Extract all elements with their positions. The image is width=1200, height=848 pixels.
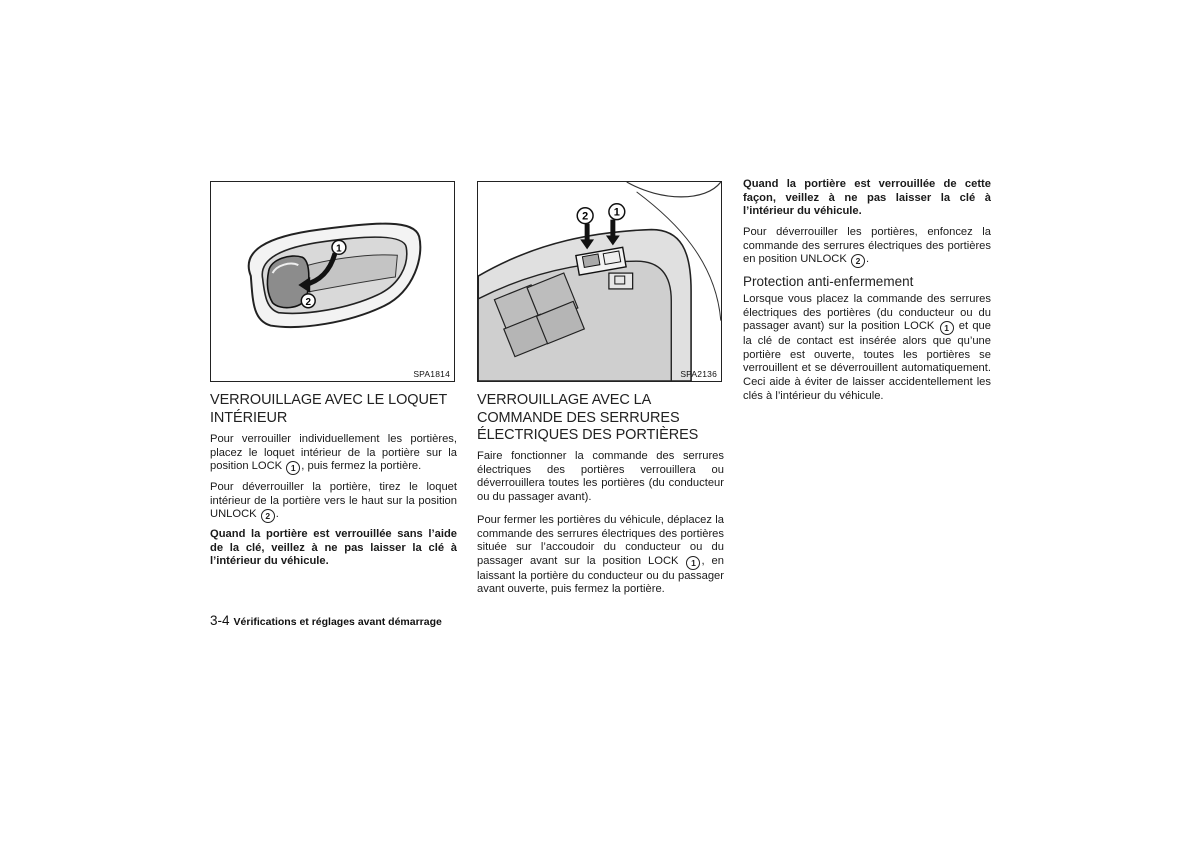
paragraph: Pour déverrouiller la portière, tirez le loquet intérieur de la portière vers le haut sur la position UNLOCK 2 . (210, 481, 457, 522)
paragraph: Pour fermer les portières du véhicule, déplacez la commande des serrures électriques des portières située sur l’accoudoir du conducteur ou du passager avant sur la position LOCK 1 , en laissant la portière du conducteur ou du passager avant ouverte, puis fermez la portière. (477, 514, 724, 596)
paragraph: Pour déverrouiller les portières, enfoncez la commande des serrures électriques des portières en position UNLOCK 2 . (743, 226, 991, 267)
section-title: VERROUILLAGE AVEC LA COMMANDE DES SERRURES ÉLECTRIQUES DES PORTIÈRES (477, 392, 699, 443)
marker-1-icon: 1 (286, 461, 300, 475)
figure-code: SPA1814 (413, 369, 450, 379)
marker-1: 1 (613, 206, 620, 219)
marker-1: 1 (336, 243, 342, 255)
figure-power-lock-switch (477, 181, 722, 382)
marker-1-icon: 1 (940, 321, 954, 335)
subsection-title: Protection anti-enfermement (743, 274, 914, 289)
page-number: 3-4 (210, 613, 230, 628)
door-lock-knob-illustration (211, 182, 454, 381)
figure-code: SPA2136 (680, 369, 717, 379)
paragraph: Lorsque vous placez la commande des serrures électriques des portières (du conducteur ou du passager avant) sur la position LOCK 1 et que la clé de contact est insérée alors que qu’une portière est ouverte, toutes les portières se verrouillent et se déverrouillent automatiquement. Ceci aide à éviter de laisser accidentellement les clés à l’intérieur du véhicule. (743, 293, 992, 402)
paragraph: Faire fonctionner la commande des serrures électriques des portières verrouillera ou déverrouillera toutes les portières (du conducteur ou du passager avant). (477, 450, 724, 503)
warning-paragraph: Quand la portière est verrouillée sans l’aide de la clé, veillez à ne pas laisser la clé à l’intérieur du véhicule. (210, 528, 457, 568)
marker-2-icon: 2 (261, 509, 275, 523)
marker-2-icon: 2 (851, 254, 865, 268)
marker-2: 2 (582, 210, 589, 223)
figure-door-lock-knob (210, 181, 455, 382)
page-footer (210, 612, 442, 630)
paragraph: Pour verrouiller individuellement les portières, placez le loquet intérieur de la portière sur la position LOCK 1 , puis fermez la portière. (210, 433, 457, 474)
section-title: VERROUILLAGE AVEC LE LOQUET INTÉRIEUR (210, 392, 447, 426)
section-name: Vérifications et réglages avant démarrage (233, 616, 442, 628)
marker-2: 2 (305, 296, 312, 308)
marker-1-icon: 1 (686, 556, 700, 570)
power-lock-switch-illustration (478, 182, 721, 381)
warning-paragraph: Quand la portière est verrouillée de cette façon, veillez à ne pas laisser la clé à l’intérieur du véhicule. (743, 178, 991, 218)
